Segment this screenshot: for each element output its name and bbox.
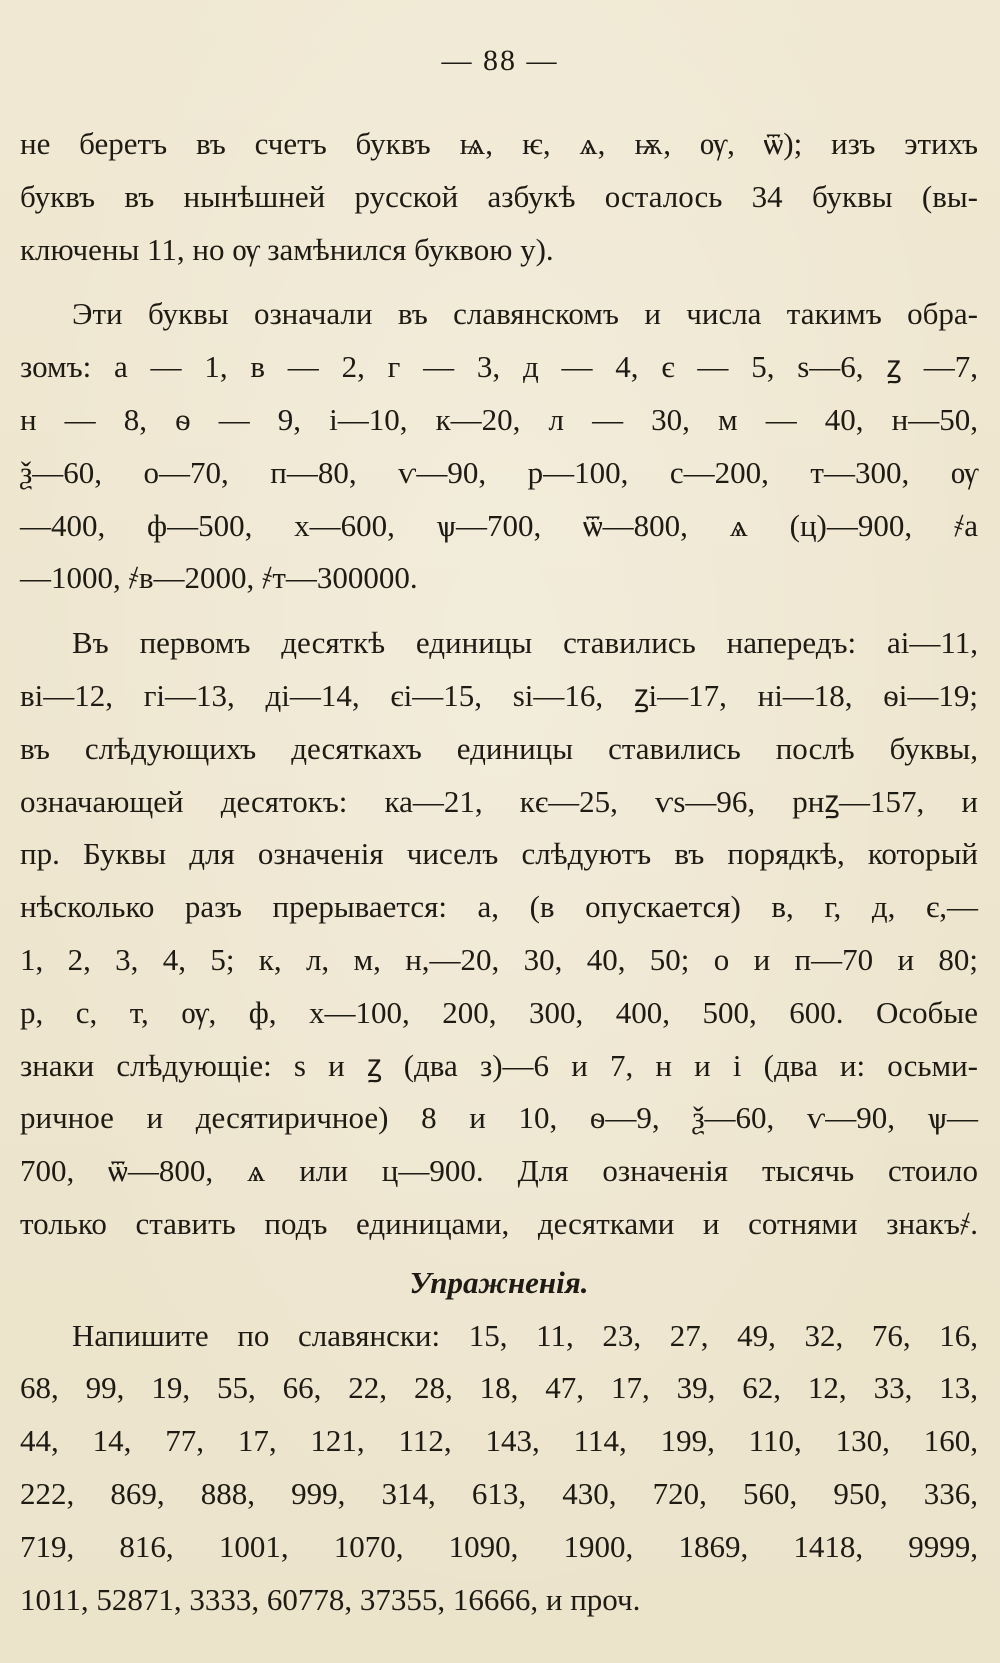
text-line: только ставить подъ единицами, десятками и сотнями знакъ҂. bbox=[20, 1205, 978, 1241]
text-line: въ слѣдующихъ десяткахъ единицы ставились послѣ буквы, bbox=[20, 730, 978, 766]
text-line: знаки слѣдующіе: ѕ и ꙁ (два з)—6 и 7, н и і (два и: осьми- bbox=[20, 1047, 978, 1083]
text-line: 700, ѿ—800, ѧ или ц—900. Для означенія тысячь стоило bbox=[20, 1153, 978, 1189]
text-line: означающей десятокъ: ка—21, кє—25, ѵѕ—96, рнꙁ—157, и bbox=[20, 783, 978, 819]
text-line: ключены 11, но ѹ замѣнился буквою у). bbox=[20, 231, 554, 267]
text-line: буквъ въ нынѣшней русской азбукѣ осталось 34 буквы (вы- bbox=[20, 178, 978, 214]
page-number: — 88 — bbox=[441, 44, 559, 77]
text-line: ві—12, гі—13, ді—14, єі—15, ѕі—16, ꙁі—17, ні—18, ѳі—19; bbox=[20, 677, 978, 713]
text-line: —400, ф—500, х—600, ѱ—700, ѿ—800, ѧ (ц)—900, ҂а bbox=[20, 507, 978, 543]
text-line: не беретъ въ счетъ буквъ ѩ, ѥ, ѧ, ѭ, ѹ, ѿ); изъ этихъ bbox=[20, 126, 978, 161]
text-line: нѣсколько разъ прерывается: а, (в опускается) в, г, д, є,— bbox=[20, 889, 978, 925]
exercise-line: 1011, 52871, 3333, 60778, 37355, 16666, и проч. bbox=[20, 1581, 641, 1617]
page-body bbox=[20, 118, 978, 1626]
text-line: ричное и десятиричное) 8 и 10, ѳ—9, ѯ—60, ѵ—90, ѱ— bbox=[20, 1100, 978, 1136]
text-line: —1000, ҂в—2000, ҂т—300000. bbox=[20, 560, 418, 596]
text-line: зомъ: а — 1, в — 2, г — 3, д — 4, є — 5, ѕ—6, ꙁ —7, bbox=[20, 349, 978, 385]
section-heading: Упражненія. bbox=[409, 1264, 589, 1300]
exercise-line: Напишите по славянски: 15, 11, 23, 27, 49, 32, 76, 16, bbox=[72, 1317, 978, 1353]
text-line: ѯ—60, о—70, п—80, ѵ—90, р—100, с—200, т—300, ѹ bbox=[20, 454, 978, 490]
text-line: Въ первомъ десяткѣ единицы ставились напередъ: аі—11, bbox=[72, 625, 978, 661]
exercise-line: 719, 816, 1001, 1070, 1090, 1900, 1869, 1418, 9999, bbox=[20, 1528, 978, 1564]
text-line: пр. Буквы для означенія чиселъ слѣдуютъ въ порядкѣ, который bbox=[20, 836, 978, 872]
exercise-line: 222, 869, 888, 999, 314, 613, 430, 720, 560, 950, 336, bbox=[20, 1475, 978, 1511]
exercise-line: 68, 99, 19, 55, 66, 22, 28, 18, 47, 17, 39, 62, 12, 33, 13, bbox=[20, 1370, 978, 1406]
text-line: Эти буквы означали въ славянскомъ и числа такимъ обра- bbox=[72, 296, 978, 332]
text-line: р, с, т, ѹ, ф, х—100, 200, 300, 400, 500, 600. Особые bbox=[20, 994, 978, 1030]
text-line: н — 8, ѳ — 9, і—10, к—20, л — 30, м — 40, н—50, bbox=[20, 401, 978, 437]
text-line: 1, 2, 3, 4, 5; к, л, м, н,—20, 30, 40, 50; о и п—70 и 80; bbox=[20, 941, 978, 977]
exercise-line: 44, 14, 77, 17, 121, 112, 143, 114, 199, 110, 130, 160, bbox=[20, 1423, 978, 1459]
